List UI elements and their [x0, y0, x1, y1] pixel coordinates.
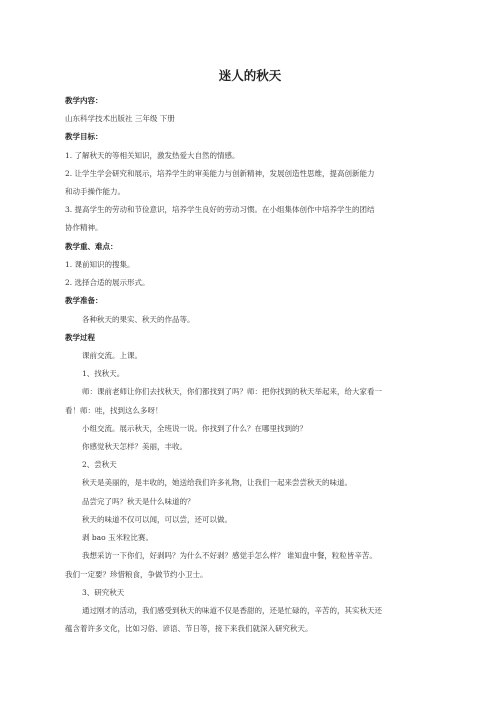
keys-heading: 教学重、难点： — [65, 242, 118, 251]
process-p3-line-1: 师：课前老师让你们去找秋天，你们都找到了吗？师：把你找到的秋天举起来，给大家看一 — [82, 387, 382, 396]
process-p1: 课前交流。上课。 — [82, 351, 142, 360]
goals-heading: 教学目标： — [65, 132, 103, 141]
process-p7: 秋天是美丽的，是丰收的，她送给我们许多礼物，让我们一起来尝尝秋天的味道。 — [82, 478, 352, 487]
process-heading: 教学过程 — [65, 333, 95, 342]
process-p5: 你感觉秋天怎样？美丽，丰收。 — [82, 442, 187, 451]
page-title: 迷人的秋天 — [218, 68, 282, 83]
process-p2: 1、找秋天。 — [82, 369, 125, 378]
content-text: 山东科学技术出版社 三年级 下册 — [65, 114, 175, 123]
prep-text: 各种秋天的果实、秋天的作品等。 — [82, 315, 195, 324]
process-p10: 剥 bao 玉米粒比赛。 — [82, 533, 154, 542]
process-p11-line-1: 我想采访一下你们，好剥吗？为什么不好剥？感觉手怎么样？ 谁知盘中餐，粒粒皆辛苦。 — [82, 551, 377, 560]
goal-2-line-1: 2. 让学生学会研究和展示，培养学生的审美能力与创新精神，发展创造性思维，提高创新能力 — [65, 169, 375, 178]
process-p8: 品尝完了吗？秋天是什么味道的？ — [82, 497, 195, 506]
process-p3-line-2: 看！师：哇，找到这么多呀！ — [65, 406, 163, 415]
content-heading: 教学内容： — [65, 96, 103, 105]
goal-3-line-2: 协作精神。 — [65, 223, 103, 232]
process-p9: 秋天的味道不仅可以闻，可以尝，还可以做。 — [82, 515, 232, 524]
process-p13-line-2: 蕴含着许多文化，比如习俗、谚语、节日等，接下来我们就深入研究秋天。 — [65, 624, 313, 633]
goal-1: 1. 了解秋天的等相关知识，激发热爱大自然的情感。 — [65, 151, 240, 160]
prep-heading: 教学准备： — [65, 296, 103, 305]
process-p12: 3、研究秋天 — [82, 588, 125, 597]
goal-3-line-1: 3. 提高学生的劳动和节俭意识，培养学生良好的劳动习惯。在小组集体创作中培养学生的团结 — [65, 205, 375, 214]
key-1: 1. 课前知识的搜集。 — [65, 260, 135, 269]
goal-2-line-2: 和动手操作能力。 — [65, 187, 125, 196]
process-p13-line-1: 通过刚才的活动，我们感受到秋天的味道不仅是香甜的，还是忙碌的，辛苦的，其实秋天还 — [82, 606, 382, 615]
process-p4: 小组交流。展示秋天，全班说一说。你找到了什么？在哪里找到的？ — [82, 424, 307, 433]
process-p6: 2、尝秋天 — [82, 460, 117, 469]
process-p11-line-2: 我们一定要？珍惜粮食，争做节约小卫士。 — [65, 570, 208, 579]
key-2: 2. 选择合适的展示形式。 — [65, 278, 150, 287]
